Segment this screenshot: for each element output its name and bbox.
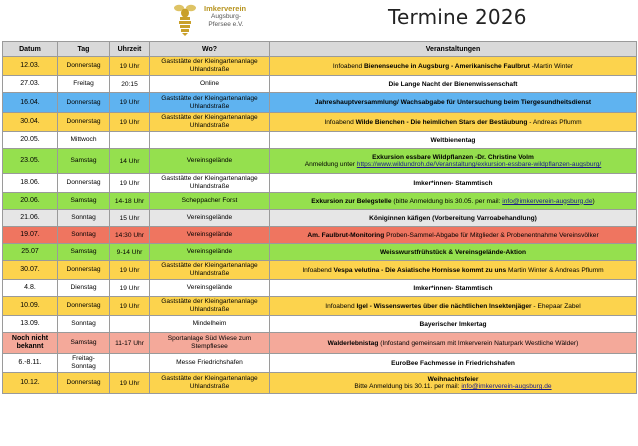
- event-text: - Andreas Pflumm: [527, 118, 582, 126]
- table-row: [3, 76, 637, 93]
- event-line: [272, 198, 634, 205]
- event-text: (Infostand gemeinsam mit Imkerverein Naturpark Westliche Wälder): [378, 339, 579, 347]
- cell-day: Donnerstag: [58, 261, 110, 280]
- event-line: [272, 63, 634, 70]
- event-line: [272, 161, 634, 168]
- cell-day: Donnerstag: [58, 297, 110, 316]
- event-text: Königinnen käfigen (Vorbereitung Varroabehandlung): [369, 214, 537, 222]
- table-row: [3, 93, 637, 113]
- event-text: Proben-Sammel-Abgabe für Mitglieder & Probenentnahme Vereinsvölker: [384, 231, 599, 239]
- event-text: ): [592, 197, 595, 205]
- cell-day: Mittwoch: [58, 132, 110, 149]
- cell-date: 23.05.: [3, 149, 58, 174]
- page-title: Termine 2026: [388, 5, 527, 29]
- cell-date: 12.03.: [3, 57, 58, 76]
- cell-place: Vereinsgelände: [150, 149, 270, 174]
- table-row: [3, 354, 637, 373]
- cell-place: Scheppacher Forst: [150, 193, 270, 210]
- cell-place: Gaststätte der Kleingartenanlage Uhlandstraße: [150, 57, 270, 76]
- column-header-date: Datum: [3, 42, 58, 57]
- event-line: [272, 285, 634, 292]
- event-line: [272, 249, 634, 256]
- table-header-row: [3, 42, 637, 57]
- column-header-place: Wo?: [150, 42, 270, 57]
- cell-time: 19 Uhr: [110, 113, 150, 132]
- event-text: Imker*innen- Stammtisch: [413, 284, 493, 292]
- event-line: [272, 119, 634, 126]
- table-row: [3, 227, 637, 244]
- event-text: Am. Faulbrut-Monitoring: [307, 231, 385, 239]
- cell-time: 19 Uhr: [110, 174, 150, 193]
- event-text: Bienenseuche in Augsburg - Amerikanische Faulbrut: [364, 62, 530, 70]
- cell-day: Donnerstag: [58, 113, 110, 132]
- page-header: [0, 0, 638, 40]
- cell-day: Donnerstag: [58, 174, 110, 193]
- cell-event: [270, 57, 637, 76]
- cell-event: [270, 373, 637, 394]
- cell-place: Messe Friedrichshafen: [150, 354, 270, 373]
- event-text: -Martin Winter: [529, 62, 574, 70]
- event-link[interactable]: info@imkerverein-augsburg.de: [461, 383, 552, 390]
- cell-place: Vereinsgelände: [150, 227, 270, 244]
- cell-event: [270, 132, 637, 149]
- cell-time: [110, 354, 150, 373]
- event-text: Vespa velutina - Die Asiatische Hornisse kommt zu uns: [333, 266, 507, 274]
- event-text: (bitte Anmeldung bis 30.05. per mail:: [391, 197, 503, 205]
- cell-time: 14-18 Uhr: [110, 193, 150, 210]
- cell-day: Donnerstag: [58, 57, 110, 76]
- cell-event: [270, 354, 637, 373]
- event-text: Bayerischer Imkertag: [419, 320, 487, 328]
- cell-event: [270, 227, 637, 244]
- cell-time: 11-17 Uhr: [110, 333, 150, 354]
- event-text: Die Lange Nacht der Bienenwissenschaft: [388, 80, 518, 88]
- cell-place: Gaststätte der Kleingartenanlage Uhlandstraße: [150, 113, 270, 132]
- cell-time: 19 Uhr: [110, 280, 150, 297]
- cell-place: Vereinsgelände: [150, 280, 270, 297]
- event-text: Weihnachtsfeier: [427, 376, 479, 383]
- event-text: Infoabend: [332, 62, 365, 70]
- cell-date: 10.12.: [3, 373, 58, 394]
- column-header-time: Uhrzeit: [110, 42, 150, 57]
- cell-event: [270, 244, 637, 261]
- event-link[interactable]: info@imkerverein-augsburg.de: [502, 197, 593, 205]
- cell-time: 19 Uhr: [110, 57, 150, 76]
- cell-time: 9-14 Uhr: [110, 244, 150, 261]
- cell-date: 25.07: [3, 244, 58, 261]
- cell-event: [270, 333, 637, 354]
- event-line: [272, 376, 634, 383]
- event-line: [272, 267, 634, 274]
- cell-event: [270, 261, 637, 280]
- schedule-table: [2, 41, 637, 394]
- table-row: [3, 113, 637, 132]
- club-subtitle: Augsburg- Pfersee e.V.: [208, 13, 244, 28]
- cell-event: [270, 93, 637, 113]
- cell-event: [270, 297, 637, 316]
- cell-place: Vereinsgelände: [150, 244, 270, 261]
- event-line: [272, 360, 634, 367]
- cell-event: [270, 280, 637, 297]
- table-row: [3, 261, 637, 280]
- column-header-day: Tag: [58, 42, 110, 57]
- cell-place: Gaststätte der Kleingartenanlage Uhlandstraße: [150, 373, 270, 394]
- event-text: Jahreshauptversammlung/ Wachsabgabe für Untersuchung beim Tiergesundheitsdienst: [314, 99, 592, 106]
- event-line: [272, 383, 634, 390]
- cell-day: Donnerstag: [58, 373, 110, 394]
- cell-event: [270, 316, 637, 333]
- cell-day: Samstag: [58, 193, 110, 210]
- schedule-rows: [3, 57, 637, 394]
- event-line: [272, 340, 634, 347]
- cell-day: Samstag: [58, 333, 110, 354]
- table-row: [3, 57, 637, 76]
- event-text: Wilde Bienchen - Die heimlichen Stars der Bestäubung: [355, 118, 528, 126]
- cell-date: 30.07.: [3, 261, 58, 280]
- cell-date: Noch nicht bekannt: [3, 333, 58, 354]
- event-text: Infoabend: [325, 302, 357, 310]
- cell-date: 19.07.: [3, 227, 58, 244]
- cell-day: Dienstag: [58, 280, 110, 297]
- cell-event: [270, 149, 637, 174]
- event-text: Imker*innen- Stammtisch: [413, 179, 493, 187]
- event-text: Exkursion essbare Wildpflanzen -Dr. Christine Volm: [372, 154, 534, 161]
- event-text: EuroBee Fachmesse in Friedrichshafen: [391, 359, 515, 367]
- table-row: [3, 297, 637, 316]
- cell-event: [270, 174, 637, 193]
- event-text: Anmeldung unter: [304, 161, 357, 168]
- cell-day: Samstag: [58, 244, 110, 261]
- event-line: [272, 81, 634, 88]
- table-row: [3, 149, 637, 174]
- event-line: [272, 321, 634, 328]
- cell-place: Online: [150, 76, 270, 93]
- cell-time: 19 Uhr: [110, 297, 150, 316]
- event-text: Exkursion zur Belegstelle: [311, 197, 392, 205]
- cell-day: Donnerstag: [58, 93, 110, 113]
- cell-date: 20.06.: [3, 193, 58, 210]
- cell-event: [270, 76, 637, 93]
- cell-date: 21.06.: [3, 210, 58, 227]
- cell-day: Samstag: [58, 149, 110, 174]
- cell-date: 27.03.: [3, 76, 58, 93]
- event-text: Infoabend: [324, 118, 356, 126]
- table-row: [3, 373, 637, 394]
- cell-day: Sonntag: [58, 210, 110, 227]
- cell-event: [270, 210, 637, 227]
- event-line: [272, 232, 634, 239]
- cell-place: Gaststätte der Kleingartenanlage Uhlandstraße: [150, 174, 270, 193]
- column-header-event: Veranstaltungen: [270, 42, 637, 57]
- event-text: Igel - Wissenswertes über die nächtlichen Insektenjäger: [356, 302, 532, 310]
- event-line: [272, 215, 634, 222]
- cell-date: 13.09.: [3, 316, 58, 333]
- cell-date: 18.06.: [3, 174, 58, 193]
- cell-place: Gaststätte der Kleingartenanlage Uhlandstraße: [150, 297, 270, 316]
- cell-event: [270, 193, 637, 210]
- event-line: [272, 137, 634, 144]
- table-row: [3, 193, 637, 210]
- cell-day: Freitag: [58, 76, 110, 93]
- cell-day: Sonntag: [58, 316, 110, 333]
- cell-time: 19 Uhr: [110, 93, 150, 113]
- cell-time: 15 Uhr: [110, 210, 150, 227]
- cell-time: 14:30 Uhr: [110, 227, 150, 244]
- cell-time: [110, 316, 150, 333]
- event-text: Weisswurstfrühstück & Vereinsgelände-Aktion: [379, 248, 527, 256]
- cell-event: [270, 113, 637, 132]
- event-line: [272, 154, 634, 161]
- cell-place: Vereinsgelände: [150, 210, 270, 227]
- table-row: [3, 174, 637, 193]
- cell-date: 4.8.: [3, 280, 58, 297]
- event-text: Martin Winter & Andreas Pflumm: [506, 266, 604, 274]
- event-link[interactable]: https://www.wildundroh.de/Veranstaltung/exkursion-essbare-wildpflanzen-augsburg/: [356, 161, 602, 168]
- table-row: [3, 280, 637, 297]
- cell-date: 20.05.: [3, 132, 58, 149]
- event-line: [272, 180, 634, 187]
- cell-day: Freitag-Sonntag: [58, 354, 110, 373]
- cell-time: 19 Uhr: [110, 373, 150, 394]
- cell-place: Gaststätte der Kleingartenanlage Uhlandstraße: [150, 261, 270, 280]
- cell-date: 16.04.: [3, 93, 58, 113]
- cell-date: 6.-8.11.: [3, 354, 58, 373]
- cell-place: Mindelheim: [150, 316, 270, 333]
- cell-date: 30.04.: [3, 113, 58, 132]
- table-row: [3, 316, 637, 333]
- bee-icon: [172, 2, 198, 38]
- club-name: Imkerverein: [204, 4, 247, 13]
- cell-date: 10.09.: [3, 297, 58, 316]
- cell-day: Sonntag: [58, 227, 110, 244]
- table-row: [3, 132, 637, 149]
- cell-time: [110, 132, 150, 149]
- cell-place: Sportanlage Süd Wiese zum Stempflesee: [150, 333, 270, 354]
- event-text: Infoabend: [302, 266, 334, 274]
- event-text: Bitte Anmeldung bis 30.11. per mail:: [354, 383, 462, 390]
- cell-time: 20:15: [110, 76, 150, 93]
- event-line: [272, 99, 634, 106]
- cell-place: Gaststätte der Kleingartenanlage Uhlandstraße: [150, 93, 270, 113]
- cell-time: 19 Uhr: [110, 261, 150, 280]
- table-row: [3, 210, 637, 227]
- table-row: [3, 244, 637, 261]
- event-text: Weltbienentag: [430, 136, 476, 144]
- event-text: Walderlebnistag: [327, 339, 379, 347]
- club-logo: [168, 2, 258, 40]
- event-line: [272, 303, 634, 310]
- event-text: - Ehepaar Zabel: [531, 302, 581, 310]
- cell-place: [150, 132, 270, 149]
- table-row: [3, 333, 637, 354]
- cell-time: 14 Uhr: [110, 149, 150, 174]
